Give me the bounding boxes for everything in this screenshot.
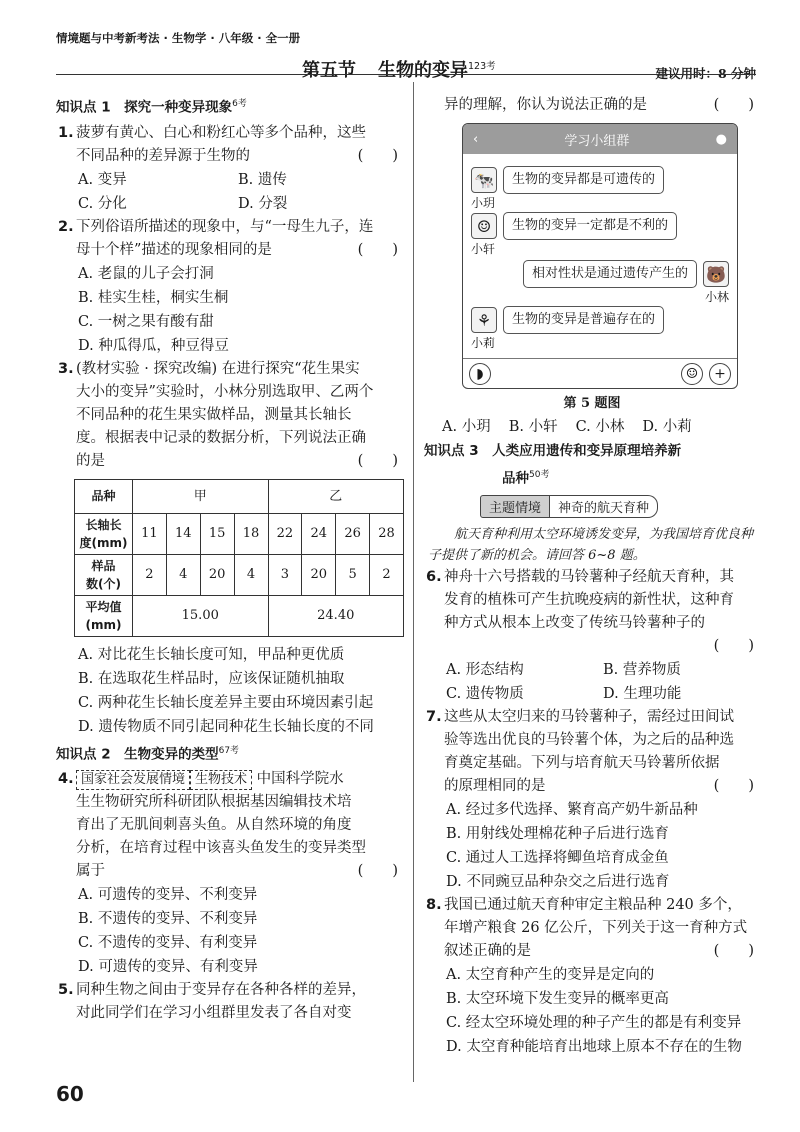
theme-intro: 航天育种利用太空环境诱发变异，为我国培育优良种子提供了新的机会。请回答 6~8 题。: [428, 526, 754, 563]
table-row-label-length: 长轴长 度(mm): [75, 513, 133, 554]
table-cell: 5: [336, 554, 370, 595]
avatar-icon: 🐻: [703, 261, 729, 287]
knowledge-point-3: 知识点 3 人类应用遗传和变异原理培养新 品种$^{50考}$: [424, 443, 682, 487]
table-cell: 4: [166, 554, 200, 595]
table-cell-average-b: 24.40: [268, 595, 404, 636]
question-6: 6. 神舟十六号搭载的马铃薯种子经航天育种，其 发育的植株可产生抗晚疫病的新性状，这种育 种方式从根本上改变了传统马铃薯种子的 ( ) A. 形态结构 B. 营养物质 C. 遗传物质 D. 生理功能: [424, 566, 760, 706]
knowledge-point-2: 知识点 2 生物变异的类型$^{67考}$: [56, 745, 240, 762]
emoji-icon[interactable]: ☺: [681, 363, 703, 385]
answer-blank[interactable]: ( ): [357, 452, 398, 469]
table-cell: 18: [234, 513, 268, 554]
option-b[interactable]: B. 不遗传的变异、不利变异: [78, 911, 258, 927]
answer-blank[interactable]: ( ): [713, 97, 754, 113]
chat-username: 小林: [704, 290, 729, 304]
chat-message: [471, 306, 664, 334]
option-a[interactable]: A. 太空育种产生的变异是定向的: [446, 966, 655, 983]
chat-input-bar: [463, 358, 737, 388]
avatar-icon: ☺: [471, 213, 497, 239]
table-row-label-count: 样品 数(个): [75, 554, 133, 595]
right-column: [424, 94, 760, 1059]
option-c[interactable]: C. 通过人工选择将鲫鱼培育成金鱼: [446, 849, 669, 866]
add-icon[interactable]: +: [709, 363, 731, 385]
option-d[interactable]: D. 小莉: [642, 419, 692, 435]
answer-blank[interactable]: ( ): [713, 942, 754, 959]
series-title: 情境题与中考新考法 · 生物学 · 八年级 · 全一册: [56, 31, 301, 45]
option-c[interactable]: C. 两种花生长轴长度差异主要由环境因素引起: [78, 694, 374, 711]
chat-username: 小玥: [471, 196, 496, 210]
topic-tag: 生物技术: [190, 770, 252, 790]
left-column: [56, 92, 404, 1025]
option-d[interactable]: D. 太空育种能培育出地球上原本不存在的生物: [446, 1038, 742, 1055]
question-3: 3. (教材实验 · 探究改编) 在进行探究“花生果实 大小的变异”实验时，小林分别选取甲、乙两个 不同品种的花生果实做样品，测量其长轴长 度。根据表中记录的数据分析，下列说法正确 的是 ( ) 品种 甲 乙 长轴长 度(mm) 11 14 15 18 22 24 26 28 样品 数(个) 2 4 20 4 3 20 5 2 平均值 (mm) 15.00 24.40 A. 对比花生长轴长度可知，甲品种更优质 B. 在选取花生样品时，应该保证随机抽取 C. 两种花生长轴长度差异主要由环境因素引起 D. 遗传物质不同引起同种花生长轴长度的不同: [56, 358, 404, 739]
option-b[interactable]: B. 在选取花生样品时，应该保证随机抽取: [78, 670, 345, 687]
table-row-label-average: 平均值 (mm): [75, 595, 133, 636]
peanut-data-table: [74, 479, 404, 637]
option-a[interactable]: A. 经过多代选择、繁育高产奶牛新品种: [446, 801, 698, 818]
option-d[interactable]: D. 遗传物质不同引起同种花生长轴长度的不同: [78, 718, 374, 735]
table-cell: 14: [166, 513, 200, 554]
knowledge-point-1: 知识点 1 探究一种变异现象$^{6考}$: [56, 99, 247, 116]
theme-banner: [480, 495, 760, 518]
answer-blank[interactable]: ( ): [713, 637, 754, 654]
question-8: 8. 我国已通过航天育种审定主粮品种 240 多个， 年增产粮食 26 亿公斤，下列关于这一育种方式 叙述正确的是 ( ) A. 太空育种产生的变异是定向的 B. 太空环境下发生变异的概率更高 C. 经太空环境处理的种子产生的都是有利变异 D. 太空育种能培育出地球上原本不存在的生物: [424, 894, 760, 1059]
table-cell: 4: [234, 554, 268, 595]
option-a[interactable]: A. 对比花生长轴长度可知，甲品种更优质: [78, 646, 345, 663]
table-header-group-a: 甲: [133, 479, 269, 513]
answer-blank[interactable]: ( ): [357, 241, 398, 258]
page-header: [56, 26, 756, 81]
column-divider: [413, 82, 414, 1082]
back-icon[interactable]: ‹: [473, 131, 479, 147]
option-c[interactable]: C. 小林: [575, 419, 625, 435]
option-c[interactable]: C. 经太空环境处理的种子产生的都是有利变异: [446, 1014, 742, 1031]
chat-bubble: 生物的变异是普遍存在的: [503, 306, 664, 334]
table-cell: 15: [200, 513, 234, 554]
question-5-continued: 异的理解，你认为说法正确的是 ( ): [424, 94, 760, 117]
option-c[interactable]: C. 遗传物质: [446, 685, 524, 702]
question-2: 2. 下列俗语所描述的现象中，与“一母生九子，连 母十个样”描述的现象相同的是 ( ) A. 老鼠的儿子会打洞 B. 桂实生桂，桐实生桐 C. 一树之果有酸有甜 D. 种瓜得瓜，种豆得豆: [56, 216, 404, 358]
voice-icon[interactable]: ◗: [469, 363, 491, 385]
answer-blank[interactable]: ( ): [357, 147, 398, 164]
section-exam-count: 123考: [468, 61, 496, 72]
option-b[interactable]: B. 营养物质: [603, 661, 681, 678]
option-b[interactable]: B. 太空环境下发生变异的概率更高: [446, 990, 669, 1007]
chat-title-bar: [463, 124, 737, 154]
option-c[interactable]: C. 分化: [78, 195, 127, 212]
option-b[interactable]: B. 桂实生桂，桐实生桐: [78, 289, 229, 306]
table-cell: 28: [370, 513, 404, 554]
table-cell: 2: [370, 554, 404, 595]
chat-username: 小轩: [471, 242, 496, 256]
option-d[interactable]: D. 分裂: [238, 195, 288, 212]
table-cell: 3: [268, 554, 302, 595]
option-d[interactable]: D. 生理功能: [603, 685, 682, 702]
option-a[interactable]: A. 小玥: [442, 419, 491, 435]
option-a[interactable]: A. 形态结构: [446, 661, 524, 678]
chat-bubble: 相对性状是通过遗传产生的: [523, 260, 697, 288]
answer-blank[interactable]: ( ): [357, 863, 398, 879]
page-number: 60: [56, 1082, 84, 1106]
section-number: 第五节: [302, 60, 356, 81]
option-d[interactable]: D. 可遗传的变异、有利变异: [78, 959, 258, 975]
chat-message: [471, 166, 664, 194]
table-header-variety: 品种: [75, 479, 133, 513]
question-1: 1. 菠萝有黄心、白心和粉红心等多个品种，这些 不同品种的差异源于生物的 ( ) A. 变异 B. 遗传 C. 分化 D. 分裂: [56, 122, 404, 216]
chat-title: 学习小组群: [564, 133, 630, 149]
chat-username: 小莉: [471, 336, 496, 350]
option-b[interactable]: B. 小轩: [508, 419, 558, 435]
answer-blank[interactable]: ( ): [713, 777, 754, 794]
user-icon[interactable]: ●: [715, 131, 727, 147]
theme-name: 神奇的航天育种: [550, 495, 658, 518]
figure-caption: 第 5 题图: [563, 396, 621, 411]
section-title: 生物的变异: [378, 60, 468, 81]
option-d[interactable]: D. 不同豌豆品种杂交之后进行选育: [446, 873, 670, 890]
theme-label: 主题情境: [480, 495, 550, 518]
option-a[interactable]: A. 可遗传的变异、不利变异: [78, 887, 258, 903]
suggested-time: 建议用时：8 分钟: [655, 66, 756, 81]
avatar-icon: ⚘: [471, 307, 497, 333]
table-cell: 20: [302, 554, 336, 595]
table-cell: 26: [336, 513, 370, 554]
section-heading: [302, 56, 496, 82]
chat-bubble: 生物的变异都是可遗传的: [503, 166, 664, 194]
context-tag: 国家社会发展情境: [76, 770, 190, 790]
question-4: 4. 国家社会发展情境 生物技术 中国科学院水 生生物研究所科研团队根据基因编辑技术培 育出了无肌间刺喜头鱼。从自然环境的角度 分析，在培育过程中该喜头鱼发生的变异类型 属于 ( ) A. 可遗传的变异、不利变异 B. 不遗传的变异、不利变异 C. 不遗传的变异、有利变异 D. 可遗传的变异、有利变异: [56, 768, 404, 979]
chat-bubble: 生物的变异一定都是不利的: [503, 212, 677, 240]
chat-message: [523, 260, 729, 288]
table-cell: 24: [302, 513, 336, 554]
option-c[interactable]: C. 不遗传的变异、有利变异: [78, 935, 258, 951]
table-cell: 11: [133, 513, 167, 554]
table-cell: 2: [133, 554, 167, 595]
chat-figure: [462, 123, 738, 389]
table-header-group-b: 乙: [268, 479, 404, 513]
option-b[interactable]: B. 遗传: [238, 171, 287, 188]
table-cell-average-a: 15.00: [133, 595, 269, 636]
table-cell: 20: [200, 554, 234, 595]
option-c[interactable]: C. 一树之果有酸有甜: [78, 313, 214, 330]
chat-message: [471, 212, 677, 240]
option-b[interactable]: B. 用射线处理棉花种子后进行选育: [446, 825, 669, 842]
question-7: 7. 这些从太空归来的马铃薯种子，需经过田间试 验等选出优良的马铃薯个体，为之后的品种选 育奠定基础。下列与培育航天马铃薯所依据 的原理相同的是 ( ) A. 经过多代选择、繁育高产奶牛新品种 B. 用射线处理棉花种子后进行选育 C. 通过人工选择将鲫鱼培育成金鱼 D. 不同豌豆品种杂交之后进行选育: [424, 706, 760, 894]
table-cell: 22: [268, 513, 302, 554]
avatar-icon: 🐄: [471, 167, 497, 193]
option-a[interactable]: A. 变异: [78, 171, 127, 188]
question-5-start: 5. 同种生物之间由于变异存在各种各样的差异， 对此同学们在学习小组群里发表了各自对变: [58, 982, 366, 1021]
header-rule: [56, 74, 756, 75]
q5-options: [424, 415, 760, 439]
option-a[interactable]: A. 老鼠的儿子会打洞: [78, 265, 214, 282]
option-d[interactable]: D. 种瓜得瓜，种豆得豆: [78, 337, 229, 354]
